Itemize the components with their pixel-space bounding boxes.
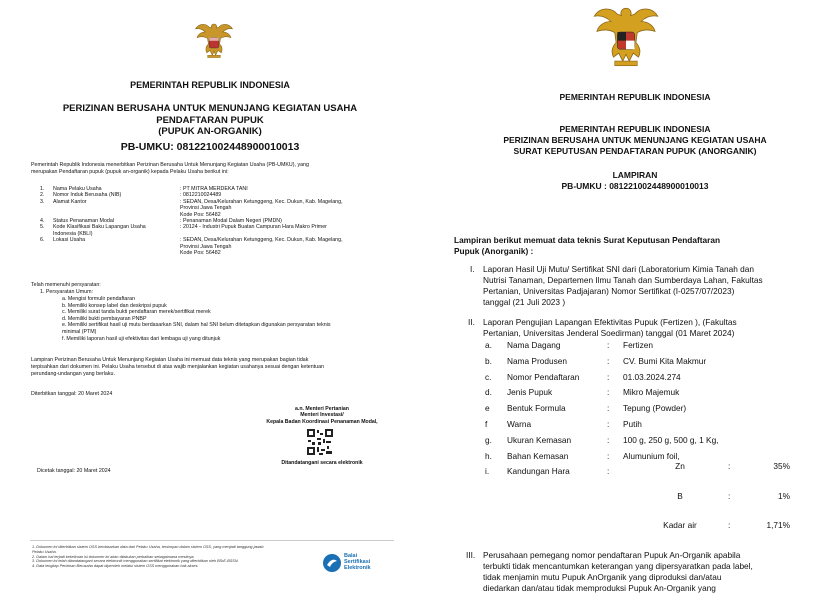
nutrient-colon: : (728, 461, 731, 471)
field-colon: : (607, 450, 610, 461)
item-value: : PT MITRA MERDEKA TANI (180, 186, 248, 192)
gov-title: PEMERINTAH REPUBLIK INDONESIA (130, 80, 290, 90)
closing-line: terpisahkan dari dokumen ini. Pelaku Usaha tersebut di atas wajib menjalankan kegiatan usahanya sesuai dengan ketentuan (31, 363, 324, 370)
nutrient-value: 1,71% (766, 520, 790, 530)
intro-paragraph (31, 162, 391, 176)
permit-title-line: PERIZINAN BERUSAHA UNTUK MENUNJANG KEGIATAN USAHA (62, 103, 358, 114)
field-value: 100 g, 250 g, 500 g, 1 Kg, (623, 434, 719, 445)
field-letter: c. (485, 371, 492, 382)
attachment-intro-line: Lampiran berikut memuat data teknis Surat Keputusan Pendaftaran (454, 235, 721, 245)
nutrient-colon: : (728, 491, 731, 501)
item-label: Nomor Induk Berusaha (NIB) (53, 192, 122, 199)
field-colon: : (607, 340, 610, 350)
item-value: : SEDAN, Desa/Kelurahan Ketunggeng, Kec. Dukun, Kab. Magelang, (180, 198, 343, 205)
requirement-item: e. Memiliki sertifikat hasil uji mutu berdasarkan SNI, dalam hal SNI belum ditetapkan digunakan persyaratan teknis (62, 322, 331, 329)
item-number: 5. (40, 224, 45, 231)
field-label: Nama Dagang (507, 340, 561, 350)
nutrient-name: Zn (675, 461, 685, 471)
field-label: Jenis Pupuk (507, 387, 553, 398)
field-colon: : (607, 434, 610, 445)
item-label: Nama Pelaku Usaha (53, 186, 102, 192)
closing-paragraph (31, 357, 391, 377)
signatory-line: Menteri Investasi/ (300, 412, 344, 419)
section-3-line: Perusahaan pemegang nomor pendaftaran Pupuk An-Organik apabila (483, 550, 741, 560)
item-value: Kode Pos: 56482 (180, 250, 221, 256)
field-colon: : (607, 466, 610, 477)
requirement-item: d. Memiliki bukti pembayaran PNBP (62, 315, 147, 322)
footnote: 4. Data lengkap Perizinan Berusaha dapat diperoleh melalui sistem OSS menggunakan hak akses. (32, 564, 199, 569)
field-letter: f (485, 419, 488, 429)
item-value: Provinsi Jawa Tengah (180, 243, 232, 250)
issued-date: Diterbitkan tanggal: 20 Maret 2024 (31, 391, 113, 397)
field-colon: : (607, 387, 610, 398)
item-label: Kode Klasifikasi Baku Lapangan Usaha (53, 224, 146, 231)
section-1-number: I. (470, 264, 475, 274)
item-label: Indonesia (KBLI) (53, 230, 93, 237)
section-3-number: III. (466, 550, 476, 560)
requirements-heading: 1. Persyaratan Umum: (40, 289, 93, 295)
bsre-logo-text (344, 553, 371, 571)
section-3-line: terbukti tidak mencantumkan keterangan yang dipersyaratkan pada label, (483, 561, 753, 571)
decree-header-line: SURAT KEPUTUSAN PENDAFTARAN PUPUK (ANORGANIK) (513, 146, 757, 156)
item-value: : 20124 - Industri Pupuk Buatan Campuran Hara Makro Primer (180, 224, 327, 231)
section-2-line: Laporan Pengujian Lapangan Efektivitas Pupuk (Fertizen ), (Fakultas (483, 317, 737, 327)
bsre-logo (322, 551, 392, 575)
requirement-item: f. Memiliki laporan hasil uji efektivitas dari lembaga uji yang ditunjuk (62, 335, 221, 342)
field-label: Nama Produsen (507, 355, 567, 366)
item-label: Lokasi Usaha (53, 237, 86, 244)
item-number: 4. (40, 218, 45, 224)
field-value: Fertizen (623, 340, 653, 350)
permit-title-line: (PUPUK AN-ORGANIK) (158, 126, 262, 137)
decree-header (430, 124, 840, 157)
item-number: 6. (40, 237, 45, 244)
garuda-emblem (193, 20, 235, 60)
section-2-line: Pertanian, Universitas Jenderal Soedirman) tanggal (01 Maret 2024) (483, 328, 735, 338)
signatory-block (252, 406, 392, 425)
bsre-logo-line: Elektronik (344, 565, 371, 571)
decree-header-line: PERIZINAN BERUSAHA UNTUK MENUNJANG KEGIATAN USAHA (503, 135, 767, 145)
garuda-emblem (590, 3, 662, 69)
field-value: Mikro Majemuk (623, 387, 680, 398)
decree-header-line: PEMERINTAH REPUBLIK INDONESIA (559, 124, 711, 134)
field-letter: a. (485, 340, 492, 350)
field-value: Alumunium foil, (623, 450, 680, 461)
bsre-logo-line: Sertifikasi (344, 559, 371, 565)
nutrient-name: B (677, 491, 683, 501)
section-3-line: tidak menjamin mutu Pupuk AnOrganik yang diproduksi dan/atau (483, 572, 722, 582)
field-label: Kandungan Hara (507, 466, 570, 477)
item-value: : SEDAN, Desa/Kelurahan Ketunggeng, Kec. Dukun, Kab. Magelang, (180, 237, 343, 244)
field-value: Putih (623, 419, 642, 429)
item-number: 2. (40, 192, 45, 199)
closing-line: perundang-undangan yang berlaku. (31, 370, 115, 377)
intro-line: merupakan Pendaftaran pupuk (pupuk an-organik) kepada Pelaku Usaha berikut ini: (31, 169, 229, 175)
intro-line: Pemerintah Republik Indonesia menerbitkan Perizinan Berusaha Untuk Menunjang Kegiatan Usaha (PB-UMKU), yang (31, 162, 309, 168)
field-label: Warna (507, 419, 532, 429)
gov-title: PEMERINTAH REPUBLIK INDONESIA (559, 92, 711, 102)
requirement-item: c. Memiliki surat tanda bukti pendaftaran merek/sertifikat merek (62, 309, 211, 316)
section-1-line: Pertanian, Universitas Padjajaran) Nomor Sertifikat (I-0257/07/2023) (483, 286, 735, 296)
lampiran-label: LAMPIRAN (612, 170, 658, 180)
field-value: Tepung (Powder) (623, 403, 687, 414)
section-2-text (483, 317, 838, 339)
nutrient-name: Kadar air (663, 520, 697, 530)
pb-umku-number: PB-UMKU: 081221002448900010013 (120, 141, 300, 153)
field-label: Ukuran Kemasan (507, 434, 572, 445)
field-letter: h. (485, 450, 492, 461)
right-page (430, 0, 840, 600)
page-gutter (420, 0, 430, 600)
nutrient-colon: : (728, 520, 731, 530)
section-1-line: Laporan Hasil Uji Mutu/ Sertifikat SNI dari (Laboratorium Kimia Tanah dan (483, 264, 755, 274)
item-value: : 0812210024489 (180, 192, 222, 199)
attachment-intro (454, 235, 814, 257)
field-colon: : (607, 419, 610, 429)
field-colon: : (607, 403, 610, 414)
requirement-item: b. Memiliki konsep label dan deskripsi pupuk (62, 302, 167, 309)
field-value: 01.03.2024.274 (623, 371, 681, 382)
nutrient-value: 1% (778, 491, 790, 501)
field-letter: b. (485, 355, 492, 366)
signed-electronically: Ditandatangani secara elektronik (281, 460, 363, 466)
permit-title (0, 103, 420, 138)
item-value: : Penanaman Modal Dalam Negeri (PMDN) (180, 218, 282, 224)
lampiran-block (430, 170, 840, 192)
field-value: CV. Bumi Kita Makmur (623, 355, 707, 366)
item-label: Alamat Kantor (53, 198, 87, 205)
signatory-line: a.n. Menteri Pertanian (295, 406, 349, 412)
printed-date: Dicetak tanggal: 20 Maret 2024 (37, 468, 111, 474)
signatory-line: Kepala Badan Koordinasi Penanaman Modal, (266, 418, 378, 425)
requirement-item: a. Mengisi formulir pendaftaran (62, 296, 136, 302)
item-label: Status Penanaman Modal (53, 218, 114, 224)
permit-title-line: PENDAFTARAN PUPUK (156, 114, 264, 126)
footnote: 2. Dalam hal terjadi kekeliruan isi dokumen ini akan dilakukan perbaikan sebagaimana mestinya. (32, 554, 195, 559)
footnote: 3. Dokumen ini telah ditandatangani secara elektronik menggunakan sertifikat elektronik yang diterbitkan oleh BSrE-BSSN. (32, 559, 239, 564)
section-1-line: Nutrisi Tanaman, Departemen Ilmu Tanah dan Sumberdaya Lahan, Fakultas (483, 275, 763, 285)
attachment-intro-line: Pupuk (Anorganik) : (454, 246, 534, 256)
bsre-logo-line: Balai (344, 553, 358, 559)
section-2-number: II. (468, 317, 475, 327)
field-label: Bentuk Formula (507, 403, 566, 414)
footnote: Pelaku Usaha. (32, 549, 57, 554)
field-colon: : (607, 355, 610, 366)
footnotes (32, 545, 312, 569)
field-letter: e (485, 403, 490, 414)
section-1-line: tanggal (21 Juli 2023 ) (483, 297, 566, 307)
qr-code (306, 428, 334, 456)
section-3-text (483, 550, 838, 594)
bsre-emblem-icon (322, 553, 342, 573)
field-colon: : (607, 371, 610, 382)
section-1-text (483, 264, 838, 308)
field-label: Bahan Kemasan (507, 450, 569, 461)
field-letter: g. (485, 434, 492, 445)
item-number: 3. (40, 198, 45, 205)
pb-umku-number: PB-UMKU : 081221002448900010013 (561, 181, 709, 191)
item-value: Kode Pos: 56482 (180, 211, 221, 218)
nutrient-value: 35% (773, 461, 790, 471)
footer-notes-box (30, 540, 394, 583)
item-value: Provinsi Jawa Tengah (180, 205, 232, 212)
field-label: Nomor Pendaftaran (507, 371, 580, 382)
requirement-item: minimal (PTM) (62, 329, 97, 335)
footnote: 1. Dokumen ini diterbitkan sistem OSS berdasarkan data dari Pelaku Usaha, tersimpan dalam sistem OSS, yang menjadi tanggung jawab (32, 545, 264, 549)
section-3-line: diedarkan dan/atau tidak memproduksi Pupuk An-Organik yang (483, 583, 716, 593)
item-number: 1. (40, 186, 45, 192)
requirements-intro: Telah memenuhi persyaratan: (31, 282, 101, 288)
field-letter: i. (485, 466, 490, 477)
closing-line: Lampiran Perizinan Berusaha Untuk Menunjang Kegiatan Usaha ini memuat data teknis yang merupakan bagian tidak (31, 357, 309, 363)
field-letter: d. (485, 387, 492, 398)
